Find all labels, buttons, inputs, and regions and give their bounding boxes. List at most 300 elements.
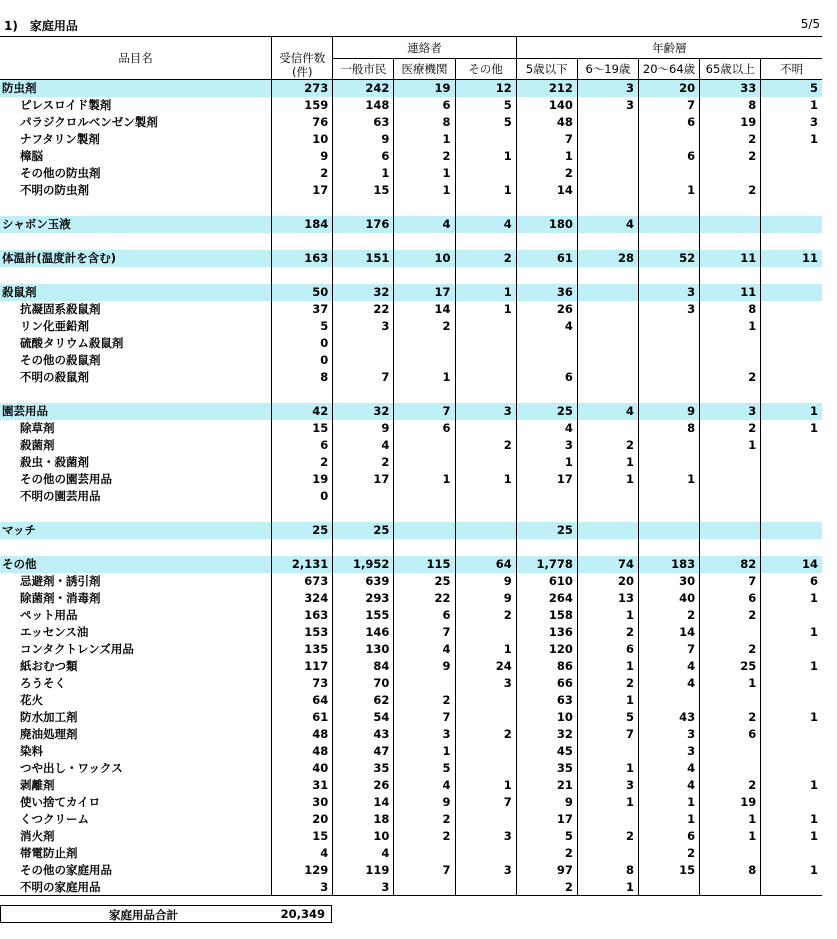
value-cell: 2	[577, 828, 638, 845]
value-cell: 6	[394, 420, 455, 437]
spacer-cell	[455, 386, 516, 403]
value-cell: 9	[394, 794, 455, 811]
value-cell: 3	[455, 862, 516, 879]
value-cell: 4	[455, 216, 516, 233]
value-cell: 163	[272, 250, 333, 267]
value-cell: 1	[394, 131, 455, 148]
value-cell: 4	[577, 403, 638, 420]
value-cell: 3	[455, 403, 516, 420]
value-cell: 14	[516, 182, 577, 199]
value-cell	[761, 692, 822, 709]
spacer-cell	[516, 505, 577, 522]
value-cell	[700, 454, 761, 471]
value-cell	[700, 165, 761, 182]
value-cell: 3	[577, 777, 638, 794]
category-row	[0, 403, 822, 420]
value-cell: 17	[516, 811, 577, 828]
value-cell: 7	[394, 624, 455, 641]
value-cell: 129	[272, 862, 333, 879]
value-cell: 2	[700, 607, 761, 624]
value-cell: 31	[272, 777, 333, 794]
value-cell: 2	[700, 182, 761, 199]
value-cell	[638, 216, 699, 233]
item-name: その他の殺鼠剤	[20, 353, 101, 367]
spacer-cell	[516, 267, 577, 284]
value-cell: 176	[333, 216, 394, 233]
value-cell: 2	[394, 318, 455, 335]
value-cell	[577, 165, 638, 182]
value-cell	[455, 845, 516, 862]
item-name: その他の防虫剤	[20, 166, 101, 180]
value-cell	[761, 352, 822, 369]
category-row	[0, 80, 822, 97]
item-name: リン化亜鉛剤	[20, 319, 89, 333]
item-name: 除草剤	[20, 421, 55, 435]
value-cell	[761, 879, 822, 896]
value-cell: 2	[516, 845, 577, 862]
value-cell	[455, 454, 516, 471]
spacer-cell	[394, 539, 455, 556]
item-name: コンタクトレンズ用品	[20, 642, 134, 656]
value-cell: 54	[333, 709, 394, 726]
spacer-cell	[394, 199, 455, 216]
value-cell: 14	[333, 794, 394, 811]
category-name: その他	[0, 556, 272, 573]
value-cell	[455, 879, 516, 896]
poison-inquiry-table	[0, 36, 822, 896]
value-cell	[700, 522, 761, 539]
value-cell: 13	[577, 590, 638, 607]
value-cell: 1	[455, 182, 516, 199]
value-cell: 7	[455, 794, 516, 811]
value-cell: 1	[333, 165, 394, 182]
category-row	[0, 284, 822, 301]
value-cell: 1	[761, 658, 822, 675]
value-cell: 7	[638, 97, 699, 114]
value-cell: 10	[272, 131, 333, 148]
spacer-cell	[700, 386, 761, 403]
category-name: シャボン玉液	[0, 216, 272, 233]
value-cell	[761, 182, 822, 199]
value-cell: 3	[455, 675, 516, 692]
value-cell	[638, 352, 699, 369]
value-cell: 6	[516, 369, 577, 386]
value-cell	[516, 335, 577, 352]
value-cell: 1	[516, 454, 577, 471]
item-row	[0, 573, 822, 590]
value-cell: 1	[455, 471, 516, 488]
spacer-cell	[394, 386, 455, 403]
value-cell: 74	[577, 556, 638, 573]
value-cell	[577, 148, 638, 165]
value-cell: 2	[333, 454, 394, 471]
column-header-item: 品目名	[0, 37, 272, 80]
value-cell	[455, 335, 516, 352]
value-cell	[394, 522, 455, 539]
spacer-cell	[638, 539, 699, 556]
value-cell: 14	[638, 624, 699, 641]
value-cell: 2	[638, 845, 699, 862]
value-cell: 1	[638, 182, 699, 199]
item-name: 防水加工剤	[20, 710, 78, 724]
value-cell: 2	[394, 692, 455, 709]
value-cell	[516, 488, 577, 505]
value-cell	[455, 760, 516, 777]
value-cell	[761, 437, 822, 454]
value-cell	[761, 335, 822, 352]
value-cell	[638, 454, 699, 471]
value-cell: 610	[516, 573, 577, 590]
value-cell: 183	[638, 556, 699, 573]
value-cell: 159	[272, 97, 333, 114]
value-cell: 25	[516, 403, 577, 420]
item-row	[0, 726, 822, 743]
value-cell: 4	[333, 437, 394, 454]
item-row	[0, 777, 822, 794]
value-cell: 19	[700, 114, 761, 131]
value-cell: 0	[272, 352, 333, 369]
value-cell: 1	[577, 794, 638, 811]
item-name: つや出し・ワックス	[20, 761, 123, 775]
value-cell: 1	[700, 318, 761, 335]
value-cell: 8	[700, 301, 761, 318]
value-cell: 9	[516, 794, 577, 811]
value-cell	[455, 165, 516, 182]
value-cell: 0	[272, 488, 333, 505]
item-name: 不明の園芸用品	[20, 489, 101, 503]
value-cell	[761, 216, 822, 233]
spacer-cell	[516, 233, 577, 250]
column-header-received	[272, 37, 333, 80]
value-cell: 119	[333, 862, 394, 879]
value-cell: 5	[761, 80, 822, 97]
value-cell: 130	[333, 641, 394, 658]
spacer-cell	[761, 233, 822, 250]
value-cell: 20	[638, 80, 699, 97]
value-cell: 2	[394, 828, 455, 845]
value-cell	[455, 369, 516, 386]
value-cell	[394, 879, 455, 896]
item-row	[0, 335, 822, 352]
value-cell: 4	[638, 777, 699, 794]
value-cell: 9	[638, 403, 699, 420]
value-cell: 6	[700, 726, 761, 743]
value-cell: 50	[272, 284, 333, 301]
value-cell: 6	[700, 590, 761, 607]
value-cell: 1	[761, 97, 822, 114]
value-cell: 264	[516, 590, 577, 607]
value-cell	[761, 726, 822, 743]
value-cell: 3	[577, 80, 638, 97]
value-cell: 1	[761, 811, 822, 828]
value-cell: 6	[333, 148, 394, 165]
value-cell: 7	[577, 726, 638, 743]
value-cell: 1	[455, 777, 516, 794]
value-cell: 32	[516, 726, 577, 743]
value-cell: 10	[516, 709, 577, 726]
item-row	[0, 743, 822, 760]
value-cell: 3	[761, 114, 822, 131]
spacer-row	[0, 233, 822, 250]
value-cell: 63	[516, 692, 577, 709]
value-cell: 3	[516, 437, 577, 454]
value-cell: 35	[333, 760, 394, 777]
value-cell: 2	[272, 454, 333, 471]
value-cell: 61	[272, 709, 333, 726]
value-cell: 63	[333, 114, 394, 131]
value-cell	[455, 352, 516, 369]
value-cell	[761, 148, 822, 165]
item-row	[0, 131, 822, 148]
value-cell: 0	[272, 335, 333, 352]
value-cell	[700, 471, 761, 488]
item-name: ピレスロイド製剤	[20, 98, 112, 112]
column-header-age: 5歳以下	[516, 59, 577, 80]
value-cell: 2	[577, 437, 638, 454]
value-cell: 1,778	[516, 556, 577, 573]
value-cell: 2	[700, 131, 761, 148]
value-cell: 120	[516, 641, 577, 658]
value-cell	[333, 488, 394, 505]
value-cell	[638, 131, 699, 148]
spacer-cell	[333, 267, 394, 284]
item-row	[0, 454, 822, 471]
item-name: 廃油処理剤	[20, 727, 78, 741]
value-cell: 70	[333, 675, 394, 692]
value-cell: 40	[272, 760, 333, 777]
value-cell: 20	[272, 811, 333, 828]
value-cell: 115	[394, 556, 455, 573]
spacer-cell	[455, 199, 516, 216]
value-cell	[577, 131, 638, 148]
item-row	[0, 607, 822, 624]
item-name: 殺菌剤	[20, 438, 55, 452]
spacer-row	[0, 267, 822, 284]
value-cell: 7	[700, 573, 761, 590]
value-cell	[577, 743, 638, 760]
value-cell	[700, 692, 761, 709]
value-cell: 9	[394, 658, 455, 675]
value-cell: 2	[394, 811, 455, 828]
spacer-cell	[761, 505, 822, 522]
value-cell	[333, 352, 394, 369]
value-cell: 2,131	[272, 556, 333, 573]
value-cell: 8	[577, 862, 638, 879]
value-cell: 8	[700, 97, 761, 114]
value-cell: 17	[516, 471, 577, 488]
value-cell: 30	[272, 794, 333, 811]
value-cell	[455, 131, 516, 148]
item-row	[0, 471, 822, 488]
value-cell	[761, 488, 822, 505]
value-cell: 5	[455, 114, 516, 131]
total-label: 家庭用品合計	[109, 908, 178, 922]
spacer-cell	[0, 233, 272, 250]
value-cell: 28	[577, 250, 638, 267]
spacer-cell	[700, 199, 761, 216]
value-cell: 6	[394, 97, 455, 114]
spacer-cell	[394, 233, 455, 250]
value-cell: 8	[700, 862, 761, 879]
value-cell: 5	[394, 760, 455, 777]
value-cell: 45	[516, 743, 577, 760]
value-cell: 3	[394, 726, 455, 743]
item-row	[0, 794, 822, 811]
value-cell	[638, 335, 699, 352]
value-cell	[638, 488, 699, 505]
value-cell: 1	[577, 607, 638, 624]
value-cell: 6	[577, 641, 638, 658]
value-cell: 7	[394, 862, 455, 879]
value-cell: 151	[333, 250, 394, 267]
value-cell: 158	[516, 607, 577, 624]
page-number: 5/5	[800, 17, 820, 31]
item-row	[0, 692, 822, 709]
value-cell	[577, 335, 638, 352]
value-cell	[638, 318, 699, 335]
value-cell: 3	[333, 318, 394, 335]
value-cell	[638, 437, 699, 454]
value-cell	[638, 692, 699, 709]
value-cell	[455, 318, 516, 335]
value-cell	[761, 607, 822, 624]
value-cell: 2	[700, 369, 761, 386]
item-row	[0, 624, 822, 641]
value-cell	[638, 879, 699, 896]
value-cell: 15	[272, 420, 333, 437]
value-cell	[455, 692, 516, 709]
spacer-cell	[272, 386, 333, 403]
value-cell: 7	[638, 641, 699, 658]
value-cell: 1	[455, 284, 516, 301]
item-name: 不明の殺鼠剤	[20, 370, 89, 384]
item-row	[0, 641, 822, 658]
value-cell	[761, 794, 822, 811]
page-header	[4, 17, 820, 35]
value-cell: 18	[333, 811, 394, 828]
spacer-cell	[455, 267, 516, 284]
column-header-received-label: 受信件数 (件)	[279, 51, 326, 79]
item-row	[0, 148, 822, 165]
value-cell: 3	[638, 284, 699, 301]
value-cell	[577, 811, 638, 828]
value-cell: 136	[516, 624, 577, 641]
value-cell	[761, 641, 822, 658]
spacer-cell	[700, 233, 761, 250]
item-name: 剥離剤	[20, 778, 55, 792]
value-cell: 2	[700, 709, 761, 726]
item-name: 染料	[20, 744, 43, 758]
value-cell: 86	[516, 658, 577, 675]
value-cell: 5	[516, 828, 577, 845]
value-cell	[577, 318, 638, 335]
value-cell: 3	[638, 301, 699, 318]
item-name: 不明の防虫剤	[20, 183, 89, 197]
spacer-cell	[0, 386, 272, 403]
item-row	[0, 811, 822, 828]
spacer-cell	[577, 199, 638, 216]
spacer-cell	[638, 505, 699, 522]
value-cell: 82	[700, 556, 761, 573]
value-cell: 4	[516, 420, 577, 437]
spacer-cell	[272, 539, 333, 556]
value-cell: 4	[272, 845, 333, 862]
spacer-cell	[638, 199, 699, 216]
value-cell: 1	[577, 692, 638, 709]
value-cell	[394, 845, 455, 862]
value-cell: 32	[333, 403, 394, 420]
value-cell: 76	[272, 114, 333, 131]
value-cell: 4	[333, 845, 394, 862]
value-cell: 5	[272, 318, 333, 335]
value-cell: 324	[272, 590, 333, 607]
value-cell	[455, 743, 516, 760]
value-cell: 1	[455, 148, 516, 165]
value-cell: 2	[638, 607, 699, 624]
value-cell: 8	[272, 369, 333, 386]
item-row	[0, 879, 822, 896]
value-cell: 293	[333, 590, 394, 607]
value-cell	[761, 318, 822, 335]
value-cell: 20	[577, 573, 638, 590]
spacer-cell	[638, 386, 699, 403]
value-cell: 1	[761, 131, 822, 148]
value-cell: 1	[761, 862, 822, 879]
column-group-contact: 連絡者	[333, 37, 516, 59]
value-cell: 180	[516, 216, 577, 233]
value-cell	[761, 845, 822, 862]
value-cell: 12	[455, 80, 516, 97]
value-cell: 11	[761, 250, 822, 267]
value-cell: 11	[700, 284, 761, 301]
value-cell	[761, 675, 822, 692]
spacer-cell	[516, 386, 577, 403]
value-cell: 7	[516, 131, 577, 148]
value-cell	[394, 488, 455, 505]
value-cell: 64	[455, 556, 516, 573]
value-cell: 7	[394, 403, 455, 420]
value-cell: 25	[272, 522, 333, 539]
value-cell: 48	[272, 726, 333, 743]
value-cell: 1	[577, 760, 638, 777]
value-cell: 1	[700, 811, 761, 828]
value-cell: 3	[700, 403, 761, 420]
item-name: 硫酸タリウム殺鼠剤	[20, 336, 124, 350]
value-cell: 24	[455, 658, 516, 675]
category-row	[0, 522, 822, 539]
spacer-row	[0, 386, 822, 403]
value-cell: 1	[394, 471, 455, 488]
item-name: 紙おむつ類	[20, 659, 78, 673]
spacer-cell	[272, 267, 333, 284]
value-cell: 1	[516, 148, 577, 165]
value-cell	[577, 301, 638, 318]
total-value: 20,349	[280, 907, 325, 921]
value-cell	[700, 488, 761, 505]
value-cell	[577, 114, 638, 131]
value-cell: 7	[333, 369, 394, 386]
section-title: 1) 家庭用品	[4, 19, 78, 33]
value-cell: 73	[272, 675, 333, 692]
spacer-cell	[272, 199, 333, 216]
category-row	[0, 556, 822, 573]
value-cell	[700, 335, 761, 352]
category-name: 殺鼠剤	[0, 284, 272, 301]
value-cell: 42	[272, 403, 333, 420]
value-cell: 66	[516, 675, 577, 692]
value-cell: 15	[272, 828, 333, 845]
value-cell: 14	[761, 556, 822, 573]
